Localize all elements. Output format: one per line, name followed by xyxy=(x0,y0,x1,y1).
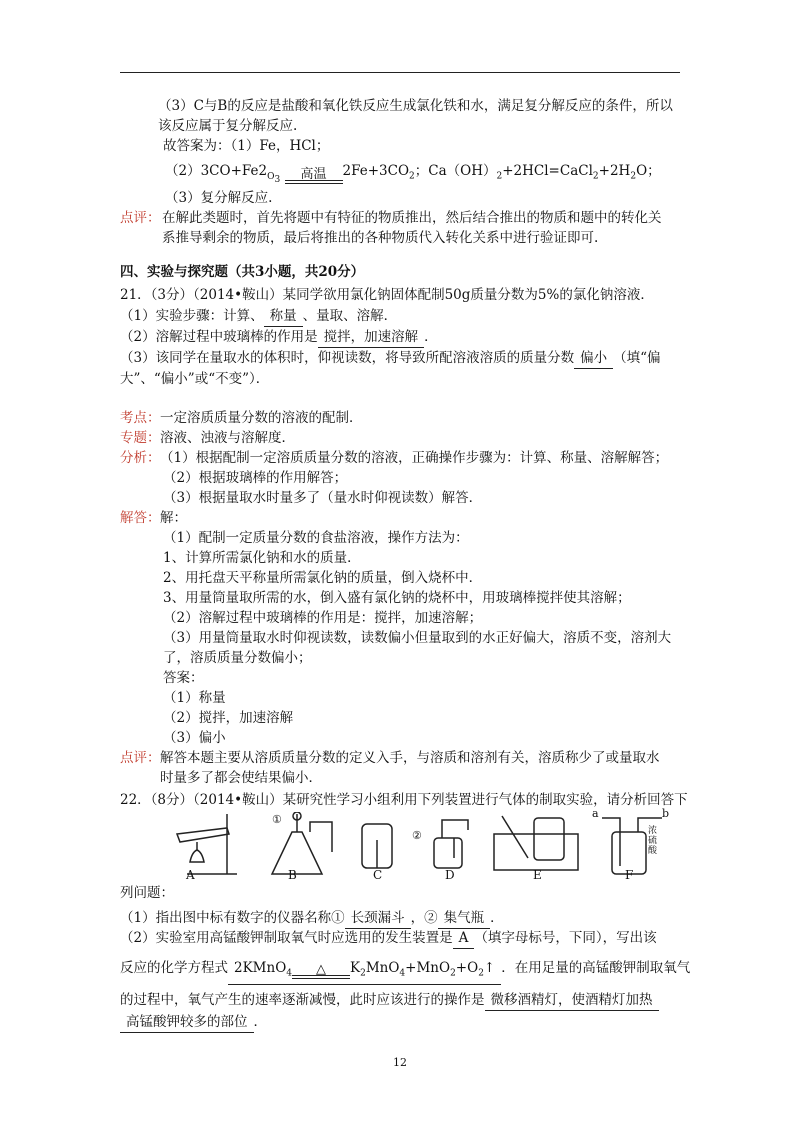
text-line: （2）根据玻璃棒的作用解答； xyxy=(163,470,348,486)
text-line: 大”、“偏小”或“不变”）． xyxy=(120,371,270,387)
fenxi-label: 分析： xyxy=(120,450,161,466)
answer-blank: 微移酒精灯，使酒精灯加热 xyxy=(485,990,659,1011)
text-line: （3）复分解反应. xyxy=(165,190,273,206)
answer-blank: 称量 xyxy=(264,306,303,327)
text-line: 列问题： xyxy=(120,885,174,901)
text-line: 故答案为：（1）Fe，HCl； xyxy=(163,138,330,154)
figure-label: A xyxy=(186,868,195,882)
question-21-part3: （3）该同学在量取水的体积时，仰视读数，将导致所配溶液溶质的质量分数 偏小 （填“偏 xyxy=(120,348,661,369)
question-22-part5: 高锰酸钾较多的部位 ． xyxy=(120,1012,267,1033)
text-line: （3）偏小 xyxy=(163,730,226,746)
mark-label: ① xyxy=(272,813,282,826)
text-line: 该反应属于复分解反应. xyxy=(158,118,298,134)
mark-label: a xyxy=(592,807,599,820)
text-line: 答案： xyxy=(163,670,204,686)
text-line: （1）根据配制一定溶质质量分数的溶液，正确操作步骤为：计算、称量、溶解解答； xyxy=(160,450,669,466)
jieda-label: 解答： xyxy=(120,510,161,526)
mark-label: b xyxy=(662,807,670,820)
text-line: 了，溶质质量分数偏小； xyxy=(163,650,312,666)
text-line: （1）称量 xyxy=(163,690,226,706)
text-line: （2）溶解过程中玻璃棒的作用是：搅拌，加速溶解； xyxy=(163,610,483,626)
page-number: 12 xyxy=(393,1056,407,1069)
figure-label: E xyxy=(533,868,542,882)
text-line: 解： xyxy=(160,510,187,526)
text-line: 在解此类题时，首先将题中有特征的物质推出，然后结合推出的物质和题中的转化关 xyxy=(162,210,662,226)
answer-blank: 偏小 xyxy=(574,348,613,369)
answer-blank: A xyxy=(453,928,475,949)
text-line: 3、用量筒量取所需的水，倒入盛有氯化钠的烧杯中，用玻璃棒搅拌使其溶解； xyxy=(163,590,631,606)
comment-label: 点评： xyxy=(120,750,161,766)
answer-blank: 高锰酸钾较多的部位 xyxy=(120,1012,254,1033)
f-label: 浓硫酸 xyxy=(648,826,658,856)
question-21-part1: （1）实验步骤：计算、 称量 、量取、溶解． xyxy=(120,306,397,327)
text-line: 1、计算所需氯化钠和水的质量． xyxy=(163,550,361,566)
question-22-part2: （2）实验室用高锰酸钾制取氧气时应选用的发生装置是 A （填字母标号，下同），写出该 xyxy=(120,928,657,949)
text-line: （3）用量筒量取水时仰视读数，读数偏小但量取到的水正好偏大，溶质不变，溶剂大 xyxy=(163,630,672,646)
mark-label: ② xyxy=(412,829,422,842)
text-line: 一定溶质质量分数的溶液的配制． xyxy=(160,410,363,426)
figure-label: D xyxy=(445,868,455,882)
figure-label: C xyxy=(373,868,383,882)
text-line: 时量多了都会使结果偏小． xyxy=(160,770,322,786)
question-21: 21．（3分）（2014•鞍山）某同学欲用氯化钠固体配制50g质量分数为5%的氯化钠溶液． xyxy=(120,287,654,303)
question-22: 22．（8分）（2014•鞍山）某研究性学习小组利用下列装置进行气体的制取实验，请分析回答下 xyxy=(120,792,688,808)
zhuanti-label: 专题： xyxy=(120,430,161,446)
kaodian-label: 考点： xyxy=(120,410,161,426)
text-line: （3）根据量取水时量多了（量水时仰视读数）解答． xyxy=(163,490,483,506)
figure-label: F xyxy=(625,868,634,882)
text-line: （2）搅拌，加速溶解 xyxy=(163,710,294,726)
reaction-arrow: 高温 xyxy=(285,169,343,189)
question-22-part1: （1）指出图中标有数字的仪器名称① 长颈漏斗 ，② 集气瓶 ． xyxy=(120,908,504,929)
text-line: 溶液、浊液与溶解度． xyxy=(160,430,295,446)
question-22-part4: 的过程中，氧气产生的速率逐渐减慢，此时应该进行的操作是 微移酒精灯，使酒精灯加热 xyxy=(120,990,659,1011)
text-line: 2、用托盘天平称量所需氯化钠的质量，倒入烧杯中． xyxy=(163,570,483,586)
equation-line: $(2)3CO+Fe2_{O_3}$ 高温 $2Fe+3CO_2$；$Ca(OH)_2+2HCl=CaCl_2+2H_2O$； xyxy=(165,161,661,189)
text-line: 解答本题主要从溶质质量分数的定义入手，与溶质和溶剂有关，溶质称少了或量取水 xyxy=(160,750,660,766)
section-heading: 四、实验与探究题（共3小题，共20分） xyxy=(120,264,365,280)
comment-label: 点评： xyxy=(120,210,161,226)
answer-blank: 集气瓶 xyxy=(438,908,491,929)
answer-blank: 长颈漏斗 xyxy=(345,908,411,929)
text-line: （1）配制一定质量分数的食盐溶液，操作方法为： xyxy=(163,530,469,546)
header-rule xyxy=(120,72,680,73)
answer-blank: 搅拌，加速溶解 xyxy=(318,327,425,348)
reaction-arrow: △ xyxy=(292,964,350,984)
answer-blank: 2KMnO$_4$ △ $K_2MnO_4+MnO_2+O_2↑$ xyxy=(228,958,501,985)
question-22-part3: 反应的化学方程式 2KMnO$_4$ △ $K_2MnO_4+MnO_2+O_2↑$ ．在用足量的高锰酸钾制取氧气 xyxy=(120,958,690,985)
figure-label: B xyxy=(288,868,297,882)
question-21-part2: （2）溶解过程中玻璃棒的作用是 搅拌，加速溶解 ． xyxy=(120,327,438,348)
text-line: （3）C与B的反应是盐酸和氧化铁反应生成氯化铁和水，满足复分解反应的条件，所以 xyxy=(158,98,673,114)
text-line: 系推导剩余的物质，最后将推出的各种物质代入转化关系中进行验证即可. xyxy=(162,230,599,246)
